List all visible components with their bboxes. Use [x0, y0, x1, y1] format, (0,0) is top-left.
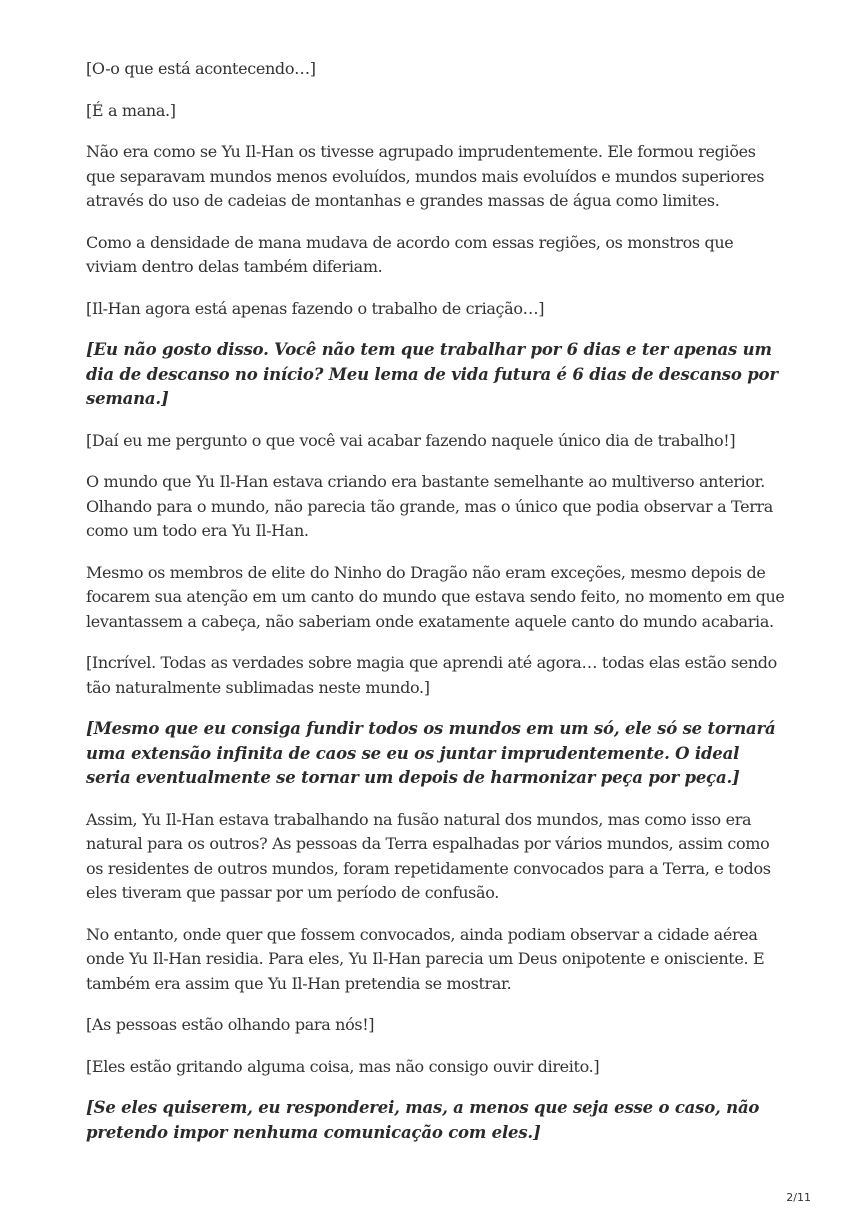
paragraph: [Il-Han agora está apenas fazendo o trabalho de criação…]: [86, 298, 545, 318]
paragraph: [É a mana.]: [86, 100, 176, 120]
paragraph: Mesmo os membros de elite do Ninho do Dragão não eram exceções, mesmo depois de focarem sua atenção em um canto do mundo que estava sendo feito, no momento em que levantassem a cabeça, não saberiam onde exatamente aquele canto do mundo acabaria.: [86, 562, 785, 631]
paragraph: [O-o que está acontecendo…]: [86, 59, 316, 78]
emphasized-dialogue: [Eu não gosto disso. Você não tem que trabalhar por 6 dias e ter apenas um dia de descanso no início? Meu lema de vida futura é 6 dias de descanso por semana.]: [86, 340, 778, 408]
paragraph: No entanto, onde quer que fossem convocados, ainda podiam observar a cidade aérea onde Yu Il-Han residia. Para eles, Yu Il-Han parecia um Deus onipotente e onisciente. E também era assim que Yu Il-Han pretendia se mostrar.: [86, 924, 765, 993]
paragraph: Assim, Yu Il-Han estava trabalhando na fusão natural dos mundos, mas como isso era natural para os outros? As pessoas da Terra espalhadas por vários mundos, assim como os residentes de outros mundos, foram repetidamente convocados para a Terra, e todos eles tiveram que passar por um período de confusão.: [86, 809, 771, 902]
paragraph: Como a densidade de mana mudava de acordo com essas regiões, os monstros que viviam dentro delas também diferiam.: [86, 232, 734, 276]
page-number: 2/11: [786, 1191, 811, 1204]
document-page: [86, 57, 786, 1162]
paragraph: [Incrível. Todas as verdades sobre magia que aprendi até agora… todas elas estão sendo tão naturalmente sublimadas neste mundo.]: [86, 653, 777, 697]
emphasized-dialogue: [Mesmo que eu consiga fundir todos os mundos em um só, ele só se tornará uma extensão infinita de caos se eu os juntar imprudentemente. O ideal seria eventualmente se tornar um depois de harmonizar peça por peça.]: [86, 719, 776, 787]
paragraph: [Daí eu me pergunto o que você vai acabar fazendo naquele único dia de trabalho!]: [86, 430, 736, 450]
paragraph: [Eles estão gritando alguma coisa, mas não consigo ouvir direito.]: [86, 1056, 600, 1076]
paragraph: Não era como se Yu Il-Han os tivesse agrupado imprudentemente. Ele formou regiões que separavam mundos menos evoluídos, mundos mais evoluídos e mundos superiores através do uso de cadeias de montanhas e grandes massas de água como limites.: [86, 142, 765, 210]
emphasized-dialogue: [Se eles quiserem, eu responderei, mas, a menos que seja esse o caso, não pretendo impor nenhuma comunicação com eles.]: [86, 1098, 760, 1142]
paragraph: O mundo que Yu Il-Han estava criando era bastante semelhante ao multiverso anterior. Olhando para o mundo, não parecia tão grande, mas o único que podia observar a Terra como um todo era Yu Il-Han.: [86, 472, 773, 540]
paragraph: [As pessoas estão olhando para nós!]: [86, 1015, 375, 1034]
